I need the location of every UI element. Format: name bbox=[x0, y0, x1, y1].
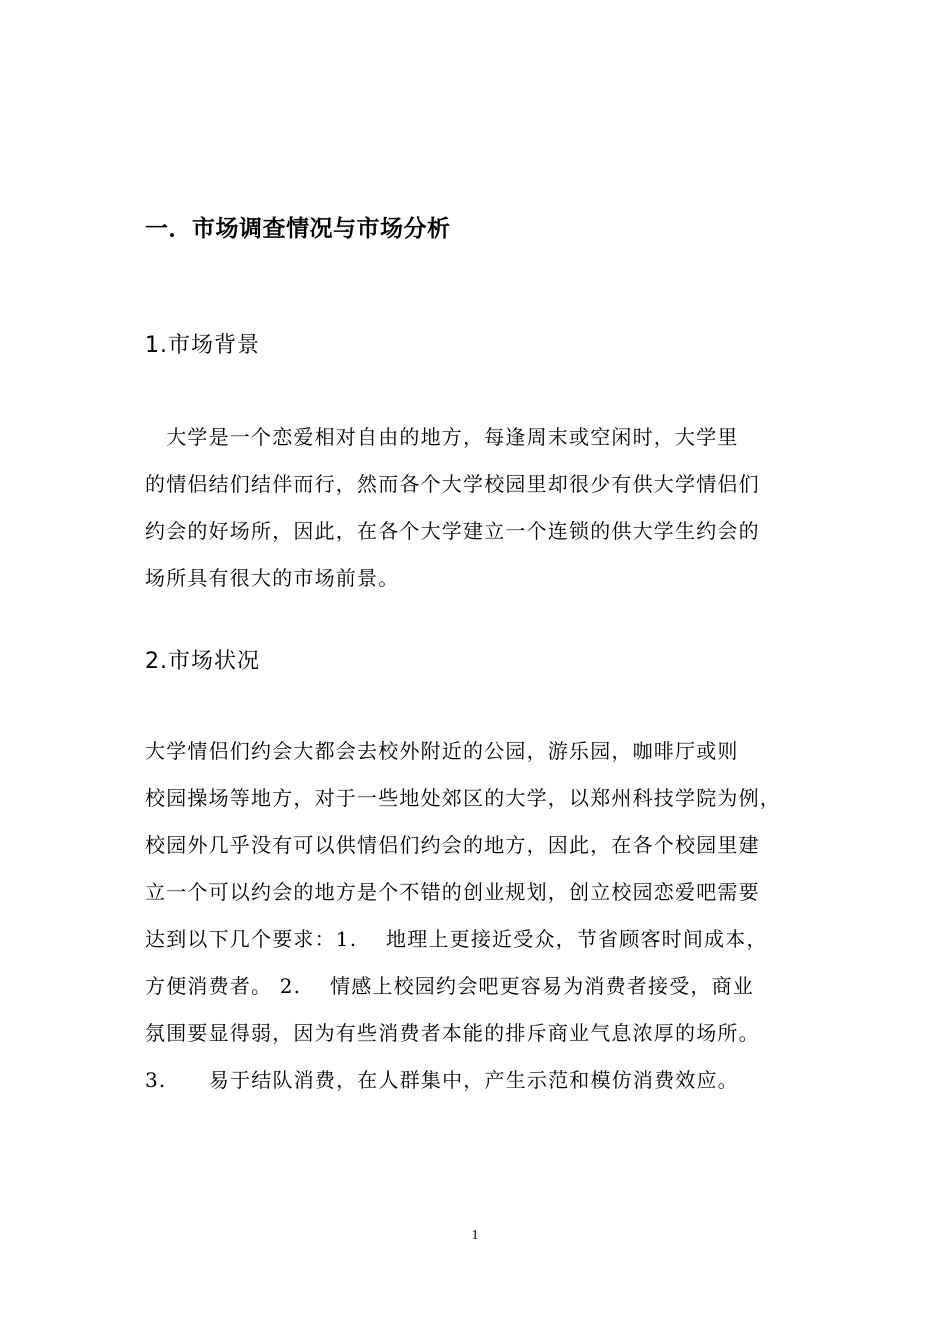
chapter-title: 一．市场调查情况与市场分析 bbox=[145, 216, 451, 242]
paragraph-line: 立一个可以约会的地方是个不错的创业规划，创立校园恋爱吧需要 bbox=[145, 880, 760, 904]
paragraph-line: 氛围要显得弱，因为有些消费者本能的排斥商业气息浓厚的场所。 bbox=[145, 1021, 760, 1045]
paragraph-line: 3. 易于结队消费，在人群集中，产生示范和模仿消费效应。 bbox=[145, 1068, 739, 1092]
paragraph-line: 的情侣结们结伴而行，然而各个大学校园里却很少有供大学情侣们 bbox=[145, 472, 760, 496]
paragraph-market-background bbox=[145, 414, 835, 602]
paragraph-line: 大学是一个恋爱相对自由的地方，每逢周末或空闲时，大学里 bbox=[145, 425, 739, 449]
paragraph-market-status bbox=[145, 728, 835, 1104]
paragraph-line: 大学情侣们约会大都会去校外附近的公园，游乐园，咖啡厅或则 bbox=[145, 739, 739, 763]
paragraph-line: 场所具有很大的市场前景。 bbox=[145, 566, 400, 590]
paragraph-line: 达到以下几个要求：1. 地理上更接近受众，节省顾客时间成本， bbox=[145, 927, 768, 951]
paragraph-line: 约会的好场所，因此，在各个大学建立一个连锁的供大学生约会的 bbox=[145, 519, 760, 543]
section-title-market-background: 1.市场背景 bbox=[145, 333, 260, 358]
paragraph-line: 校园操场等地方，对于一些地处郊区的大学，以郑州科技学院为例， bbox=[145, 786, 781, 810]
section-title-market-status: 2.市场状况 bbox=[145, 649, 260, 674]
paragraph-line: 方便消费者。 2. 情感上校园约会吧更容易为消费者接受，商业 bbox=[145, 974, 754, 998]
paragraph-line: 校园外几乎没有可以供情侣们约会的地方，因此，在各个校园里建 bbox=[145, 833, 760, 857]
page-number: 1 bbox=[471, 1228, 479, 1243]
